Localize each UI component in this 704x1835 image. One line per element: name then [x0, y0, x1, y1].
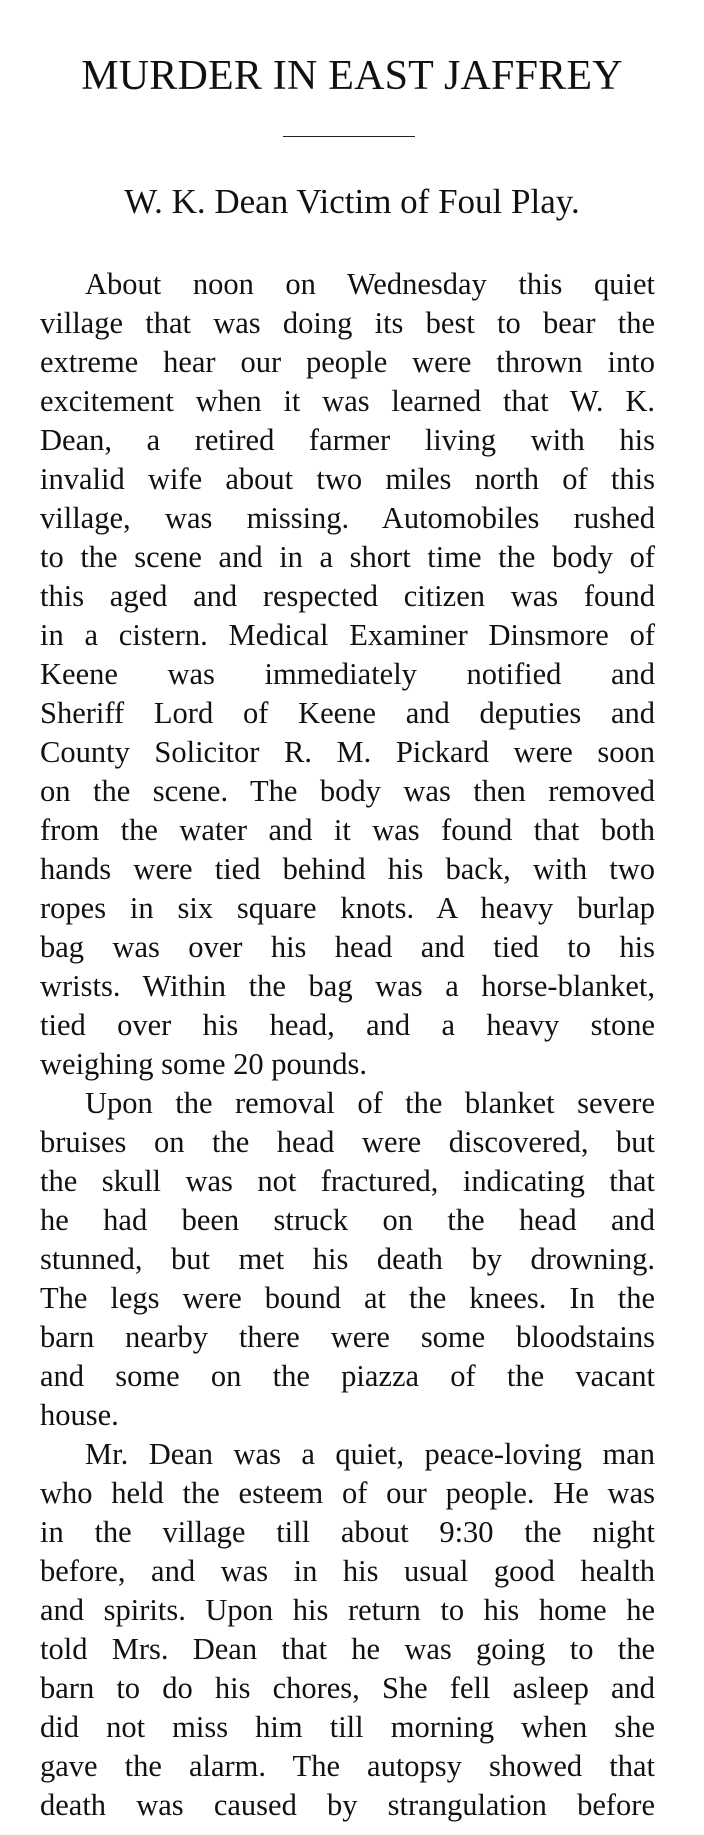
article-headline: MURDER IN EAST JAFFREY: [81, 53, 623, 99]
text-line: in a cistern. Medical Examiner Dinsmore of: [40, 618, 655, 652]
text-line: the skull was not fractured, indicating that: [40, 1164, 655, 1198]
text-line: Upon the removal of the blanket severe: [85, 1086, 655, 1120]
text-line: invalid wife about two miles north of this: [40, 462, 655, 496]
text-line: excitement when it was learned that W. K.: [40, 384, 655, 418]
text-line: barn to do his chores, She fell asleep and: [40, 1671, 655, 1705]
text-line: did not miss him till morning when she: [40, 1710, 655, 1744]
text-line: bag was over his head and tied to his: [40, 930, 655, 964]
text-line: gave the alarm. The autopsy showed that: [40, 1749, 655, 1783]
text-line: from the water and it was found that both: [40, 813, 655, 847]
headline-divider: [283, 136, 415, 137]
text-line: barn nearby there were some bloodstains: [40, 1320, 655, 1354]
text-line: death was caused by strangulation before: [40, 1788, 655, 1822]
text-line: village, was missing. Automobiles rushed: [40, 501, 655, 535]
text-line: who held the esteem of our people. He was: [40, 1476, 655, 1510]
text-line: tied over his head, and a heavy stone: [40, 1008, 655, 1042]
text-line: to the scene and in a short time the body of: [40, 540, 655, 574]
article-subheadline: W. K. Dean Victim of Foul Play.: [124, 182, 580, 221]
text-line: village that was doing its best to bear the: [40, 306, 655, 340]
text-line: Mr. Dean was a quiet, peace-loving man: [85, 1437, 655, 1471]
text-line: house.: [40, 1398, 119, 1432]
text-line: in the village till about 9:30 the night: [40, 1515, 655, 1549]
text-line: and spirits. Upon his return to his home he: [40, 1593, 655, 1627]
text-line: before, and was in his usual good health: [40, 1554, 655, 1588]
text-line: hands were tied behind his back, with two: [40, 852, 655, 886]
text-line: The legs were bound at the knees. In the: [40, 1281, 655, 1315]
text-line: bruises on the head were discovered, but: [40, 1125, 655, 1159]
text-line: Sheriff Lord of Keene and deputies and: [40, 696, 655, 730]
article-paragraph-1: [40, 265, 655, 1084]
text-line: County Solicitor R. M. Pickard were soon: [40, 735, 655, 769]
text-line: stunned, but met his death by drowning.: [40, 1242, 655, 1276]
text-line: extreme hear our people were thrown into: [40, 345, 655, 379]
text-line: About noon on Wednesday this quiet: [85, 267, 655, 301]
article-body: [40, 265, 655, 1825]
text-line: he had been struck on the head and: [40, 1203, 655, 1237]
text-line: ropes in six square knots. A heavy burlap: [40, 891, 655, 925]
text-line: this aged and respected citizen was found: [40, 579, 655, 613]
text-line: Dean, a retired farmer living with his: [40, 423, 655, 457]
text-line: Keene was immediately notified and: [40, 657, 655, 691]
text-line: wrists. Within the bag was a horse-blanket,: [40, 969, 655, 1003]
text-line: told Mrs. Dean that he was going to the: [40, 1632, 655, 1666]
article-paragraph-3: [40, 1435, 655, 1825]
article-paragraph-2: [40, 1084, 655, 1435]
text-line: weighing some 20 pounds.: [40, 1047, 368, 1081]
text-line: on the scene. The body was then removed: [40, 774, 655, 808]
text-line: and some on the piazza of the vacant: [40, 1359, 655, 1393]
